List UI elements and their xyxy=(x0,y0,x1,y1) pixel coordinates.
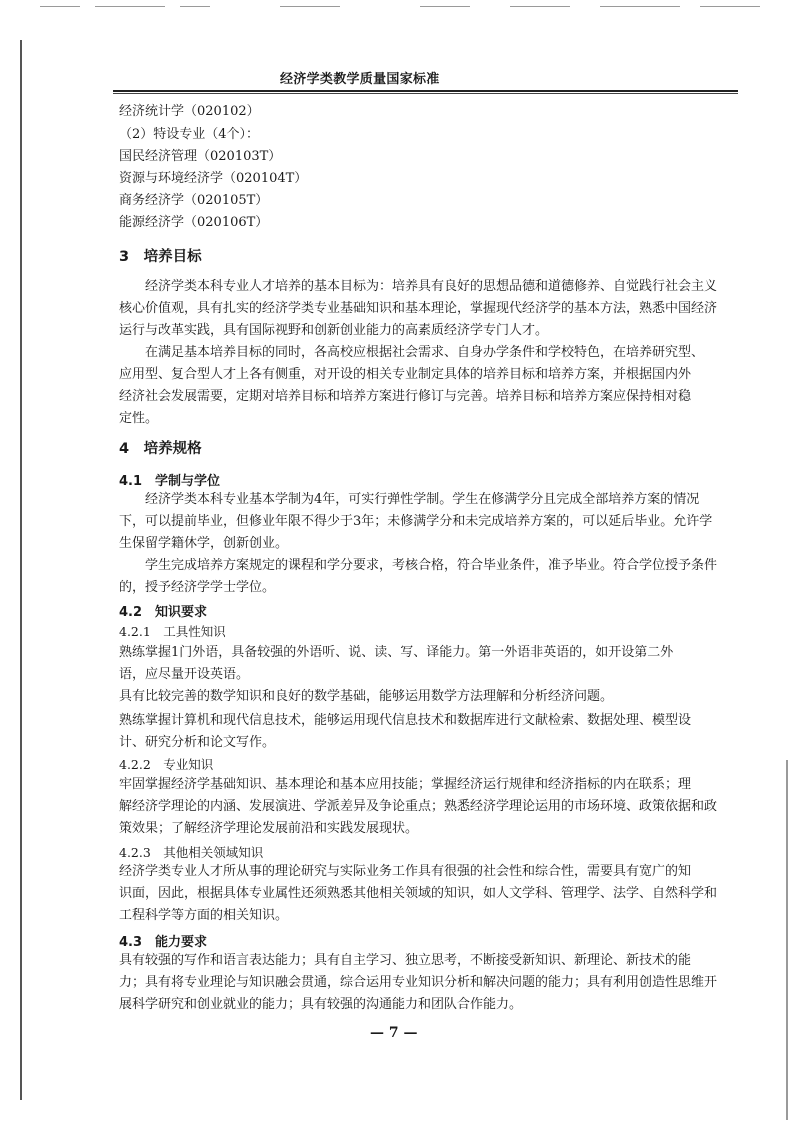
header-rule xyxy=(113,90,738,92)
text-line: 经济学类本科专业基本学制为4年，可实行弹性学制。学生在修满学分且完成全部培养方案的情况 xyxy=(145,492,700,507)
scan-artifact-top xyxy=(0,0,794,14)
text-line: 熟练掌握1门外语，具备较强的外语听、说、读、写、译能力。第一外语非英语的，如开设第二外 xyxy=(119,645,674,660)
paragraph xyxy=(119,686,739,708)
subsubsection-heading: 4.2.3 其他相关领域知识 xyxy=(119,845,264,860)
paragraph xyxy=(119,950,739,1016)
subsection-heading: 4.2 知识要求 xyxy=(119,605,208,620)
paragraph xyxy=(119,774,739,840)
text-line: 熟练掌握计算机和现代信息技术，能够运用现代信息技术和数据库进行文献检索、数据处理、模型设 xyxy=(119,713,692,728)
text-line: 生保留学籍休学，创新创业。 xyxy=(119,536,289,551)
text-line: 下，可以提前毕业，但修业年限不得少于3年；未修满学分和未完成培养方案的，可以延后毕业。允许学 xyxy=(119,514,713,529)
subsubsection-heading: 4.2.2 专业知识 xyxy=(119,757,214,772)
list-item: 经济统计学（020102） xyxy=(119,104,260,119)
text-line: 应用型、复合型人才上各有侧重，对开设的相关专业制定具体的培养目标和培养方案，并根据国内外 xyxy=(119,367,692,382)
text-line: 运行与改革实践，具有国际视野和创新创业能力的高素质经济学专门人才。 xyxy=(119,323,549,338)
text-line: 策效果；了解经济学理论发展前沿和实践发展现状。 xyxy=(119,821,419,836)
text-line: 核心价值观，具有扎实的经济学类专业基础知识和基本理论，掌握现代经济学的基本方法，熟悉中国经济 xyxy=(119,301,718,316)
paragraph xyxy=(119,342,739,430)
section-heading: 3 培养目标 xyxy=(119,249,202,265)
list-item: 资源与环境经济学（020104T） xyxy=(119,171,308,186)
scan-edge-right xyxy=(786,760,788,1120)
subsection-heading: 4.1 学制与学位 xyxy=(119,474,221,489)
subsection-heading: 4.3 能力要求 xyxy=(119,935,208,950)
text-line: 的，授予经济学学士学位。 xyxy=(119,580,276,595)
text-line: 具有较强的写作和语言表达能力；具有自主学习、独立思考，不断接受新知识、新理论、新技术的能 xyxy=(119,953,692,968)
text-line: 语，应尽量开设英语。 xyxy=(119,667,250,682)
text-line: 学生完成培养方案规定的课程和学分要求，考核合格，符合毕业条件，准予毕业。符合学位授予条件 xyxy=(145,558,718,573)
paragraph xyxy=(119,642,739,686)
list-item: 能源经济学（020106T） xyxy=(119,215,269,230)
text-line: 经济学类专业人才所从事的理论研究与实际业务工作具有很强的社会性和综合性，需要具有宽广的知 xyxy=(119,864,692,879)
list-item: （2）特设专业（4个）： xyxy=(119,127,260,142)
text-line: 定性。 xyxy=(119,411,159,426)
header-rule-thin xyxy=(113,93,738,94)
paragraph xyxy=(119,276,739,342)
text-line: 经济社会发展需要，定期对培养目标和培养方案进行修订与完善。培养目标和培养方案应保持相对稳 xyxy=(119,389,692,404)
text-line: 解经济学理论的内涵、发展演进、学派差异及争论重点；熟悉经济学理论运用的市场环境、政策依据和政 xyxy=(119,799,718,814)
text-line: 识面，因此，根据具体专业属性还须熟悉其他相关领域的知识，如人文学科、管理学、法学、自然科学和 xyxy=(119,886,718,901)
paragraph xyxy=(119,489,739,555)
subsubsection-heading: 4.2.1 工具性知识 xyxy=(119,624,226,639)
section-heading: 4 培养规格 xyxy=(119,441,202,457)
text-line: 展科学研究和创业就业的能力；具有较强的沟通能力和团队合作能力。 xyxy=(119,997,523,1012)
paragraph xyxy=(119,861,739,927)
running-header-title: 经济学类教学质量国家标准 xyxy=(280,72,440,87)
text-line: 工程科学等方面的相关知识。 xyxy=(119,908,289,923)
list-item: 商务经济学（020105T） xyxy=(119,193,269,208)
text-line: 具有比较完善的数学知识和良好的数学基础，能够运用数学方法理解和分析经济问题。 xyxy=(119,689,614,704)
paragraph xyxy=(119,710,739,754)
paragraph xyxy=(119,555,739,599)
text-line: 计、研究分析和论文写作。 xyxy=(119,735,276,750)
text-line: 牢固掌握经济学基础知识、基本理论和基本应用技能；掌握经济运行规律和经济指标的内在联系；理 xyxy=(119,777,692,792)
scan-edge-left xyxy=(20,40,22,1100)
text-line: 力；具有将专业理论与知识融会贯通，综合运用专业知识分析和解决问题的能力；具有利用创造性思维开 xyxy=(119,975,718,990)
text-line: 在满足基本培养目标的同时，各高校应根据社会需求、自身办学条件和学校特色，在培养研究型、 xyxy=(145,345,705,360)
text-line: 经济学类本科专业人才培养的基本目标为：培养具有良好的思想品德和道德修养、自觉践行社会主义 xyxy=(145,279,718,294)
list-item: 国民经济管理（020103T） xyxy=(119,149,282,164)
page-number: — 7 — xyxy=(370,1025,418,1041)
